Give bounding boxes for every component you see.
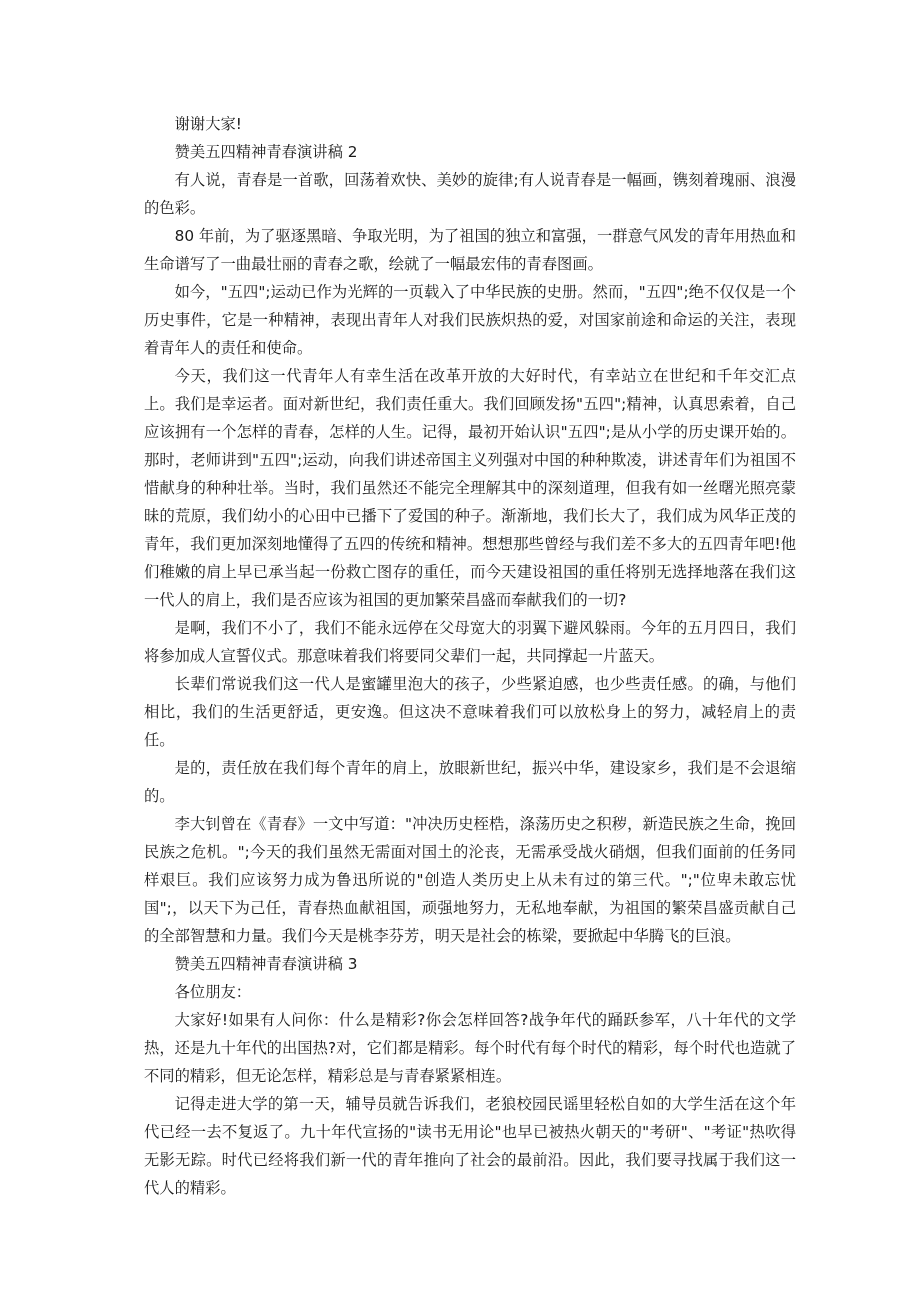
section-title-3: 赞美五四精神青春演讲稿 3 <box>174 955 358 973</box>
section-title-2: 赞美五四精神青春演讲稿 2 <box>174 143 358 161</box>
paragraph: 是啊，我们不小了，我们不能永远停在父母宽大的羽翼下避风躲雨。今年的五月四日，我们将参加成人宣誓仪式。那意味着我们将要同父辈们一起，共同撑起一片蓝天。 <box>144 619 796 665</box>
paragraph: 如今，"五四";运动已作为光辉的一页载入了中华民族的史册。然而，"五四";绝不仅仅是一个历史事件，它是一种精神，表现出青年人对我们民族炽热的爱，对国家前途和命运的关注，表现着青年人的责任和使命。 <box>144 283 796 357</box>
paragraph: 大家好!如果有人问你：什么是精彩?你会怎样回答?战争年代的踊跃参军，八十年代的文学热，还是九十年代的出国热?对，它们都是精彩。每个时代有每个时代的精彩，每个时代也造就了不同的精彩，但无论怎样，精彩总是与青春紧紧相连。 <box>144 1011 796 1085</box>
paragraph: 有人说，青春是一首歌，回荡着欢快、美妙的旋律;有人说青春是一幅画，镌刻着瑰丽、浪漫的色彩。 <box>144 171 796 217</box>
document-body <box>144 110 796 1202</box>
paragraph: 李大钊曾在《青春》一文中写道："冲决历史桎梏，涤荡历史之积秽，新造民族之生命，挽回民族之危机。";今天的我们虽然无需面对国土的沦丧，无需承受战火硝烟，但我们面前的任务同样艰巨。我们应该努力成为鲁迅所说的"创造人类历史上从未有过的第三代。";"位卑未敢忘忧国";，以天下为己任，青春热血献祖国，顽强地努力，无私地奉献，为祖国的繁荣昌盛贡献自己的全部智慧和力量。我们今天是桃李芬芳，明天是社会的栋梁，要掀起中华腾飞的巨浪。 <box>144 815 796 945</box>
paragraph-greeting: 各位朋友： <box>174 983 252 1001</box>
paragraph: 80 年前，为了驱逐黑暗、争取光明，为了祖国的独立和富强，一群意气风发的青年用热血和生命谱写了一曲最壮丽的青春之歌，绘就了一幅最宏伟的青春图画。 <box>144 227 796 273</box>
paragraph: 长辈们常说我们这一代人是蜜罐里泡大的孩子，少些紧迫感，也少些责任感。的确，与他们相比，我们的生活更舒适，更安逸。但这决不意味着我们可以放松身上的努力，减轻肩上的责任。 <box>144 675 796 749</box>
paragraph: 今天，我们这一代青年人有幸生活在改革开放的大好时代，有幸站立在世纪和千年交汇点上。我们是幸运者。面对新世纪，我们责任重大。我们回顾发扬"五四";精神，认真思索着，自己应该拥有一个怎样的青春，怎样的人生。记得，最初开始认识"五四";是从小学的历史课开始的。那时，老师讲到"五四";运动，向我们讲述帝国主义列强对中国的种种欺凌，讲述青年们为祖国不惜献身的种种壮举。当时，我们虽然还不能完全理解其中的深刻道理，但我有如一丝曙光照亮蒙昧的荒原，我们幼小的心田中已播下了爱国的种子。渐渐地，我们长大了，我们成为风华正茂的青年，我们更加深刻地懂得了五四的传统和精神。想想那些曾经与我们差不多大的五四青年吧!他们稚嫩的肩上早已承当起一份救亡图存的重任，而今天建设祖国的重任将别无选择地落在我们这一代人的肩上，我们是否应该为祖国的更加繁荣昌盛而奉献我们的一切? <box>144 367 796 609</box>
paragraph: 记得走进大学的第一天，辅导员就告诉我们，老狼校园民谣里轻松自如的大学生活在这个年代已经一去不复返了。九十年代宣扬的"读书无用论"也早已被热火朝天的"考研"、"考证"热吹得无影无踪。时代已经将我们新一代的青年推向了社会的最前沿。因此，我们要寻找属于我们这一代人的精彩。 <box>144 1095 796 1197</box>
paragraph-thanks: 谢谢大家! <box>174 115 242 133</box>
paragraph: 是的，责任放在我们每个青年的肩上，放眼新世纪，振兴中华，建设家乡，我们是不会退缩的。 <box>144 759 796 805</box>
